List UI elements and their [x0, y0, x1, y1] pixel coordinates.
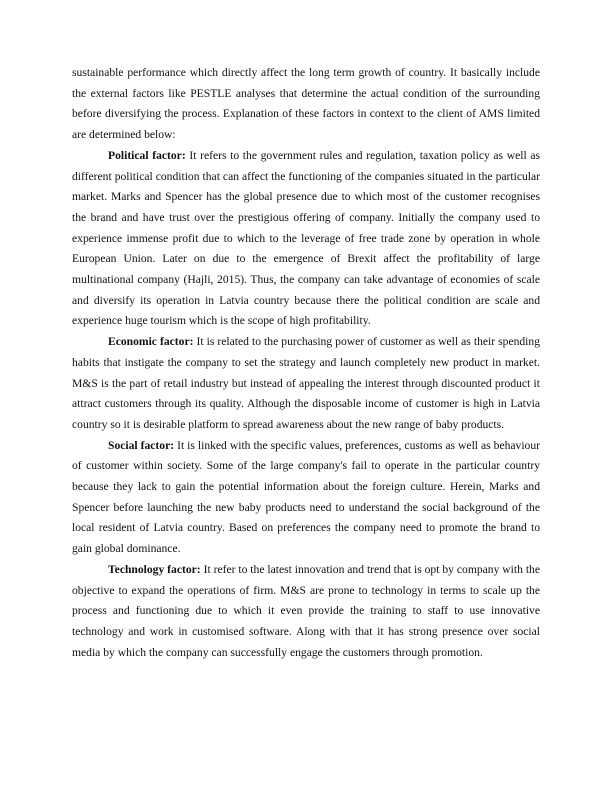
social-factor-heading: Social factor:: [108, 438, 175, 452]
political-factor-body: It refers to the government rules and regulation, taxation policy as well as different political condition that can affect the functioning of the companies situated in the particular market. Marks and Spencer has the global presence due to which most of the customer recognises the brand and have trust over the prestigious offering of company. Initially the company used to experience immense profit due to which to the leverage of free trade zone by operation in whole European Union. Later on due to the emergence of Brexit affect the profitability of large multinational company (Hajli, 2015). Thus, the company can take advantage of economies of scale and diversify its operation in Latvia country because there the political condition are scale and experience huge tourism which is the scope of high profitability.: [72, 148, 540, 328]
social-factor-paragraph: [72, 436, 540, 560]
economic-factor-body: It is related to the purchasing power of customer as well as their spending habits that instigate the company to set the strategy and launch completely new product in market. M&S is the part of retail industry but instead of appealing the interest through discounted product it attract customers through its quality. Although the disposable income of customer is high in Latvia country so it is desirable platform to spread awareness about the new range of baby products.: [72, 335, 540, 431]
economic-factor-heading: Economic factor:: [108, 335, 194, 349]
technology-factor-paragraph: [72, 560, 540, 664]
technology-factor-heading: Technology factor:: [108, 562, 201, 576]
intro-paragraph: sustainable performance which directly affect the long term growth of country. It basically include the external factors like PESTLE analyses that determine the actual condition of the surrounding before diversifying the process. Explanation of these factors in context to the client of AMS limited are determined below:: [72, 66, 540, 142]
political-factor-heading: Political factor:: [108, 148, 186, 162]
document-page: [72, 63, 540, 663]
technology-factor-body: It refer to the latest innovation and trend that is opt by company with the objective to expand the operations of firm. M&S are prone to technology in terms to scale up the process and functioning due to which it even provide the training to staff to use innovative technology and work in customised software. Along with that it has strong presence over social media by which the company can successfully engage the customers through promotion.: [72, 562, 540, 659]
social-factor-body: It is linked with the specific values, preferences, customs as well as behaviour of customer within society. Some of the large company's fail to operate in the particular country because they lack to gain the potential information about the foreign culture. Herein, Marks and Spencer before launching the new baby products need to understand the social background of the local resident of Latvia country. Based on preferences the company need to promote the brand to gain global dominance.: [72, 438, 541, 556]
economic-factor-paragraph: [72, 332, 540, 436]
political-factor-paragraph: [72, 146, 540, 332]
